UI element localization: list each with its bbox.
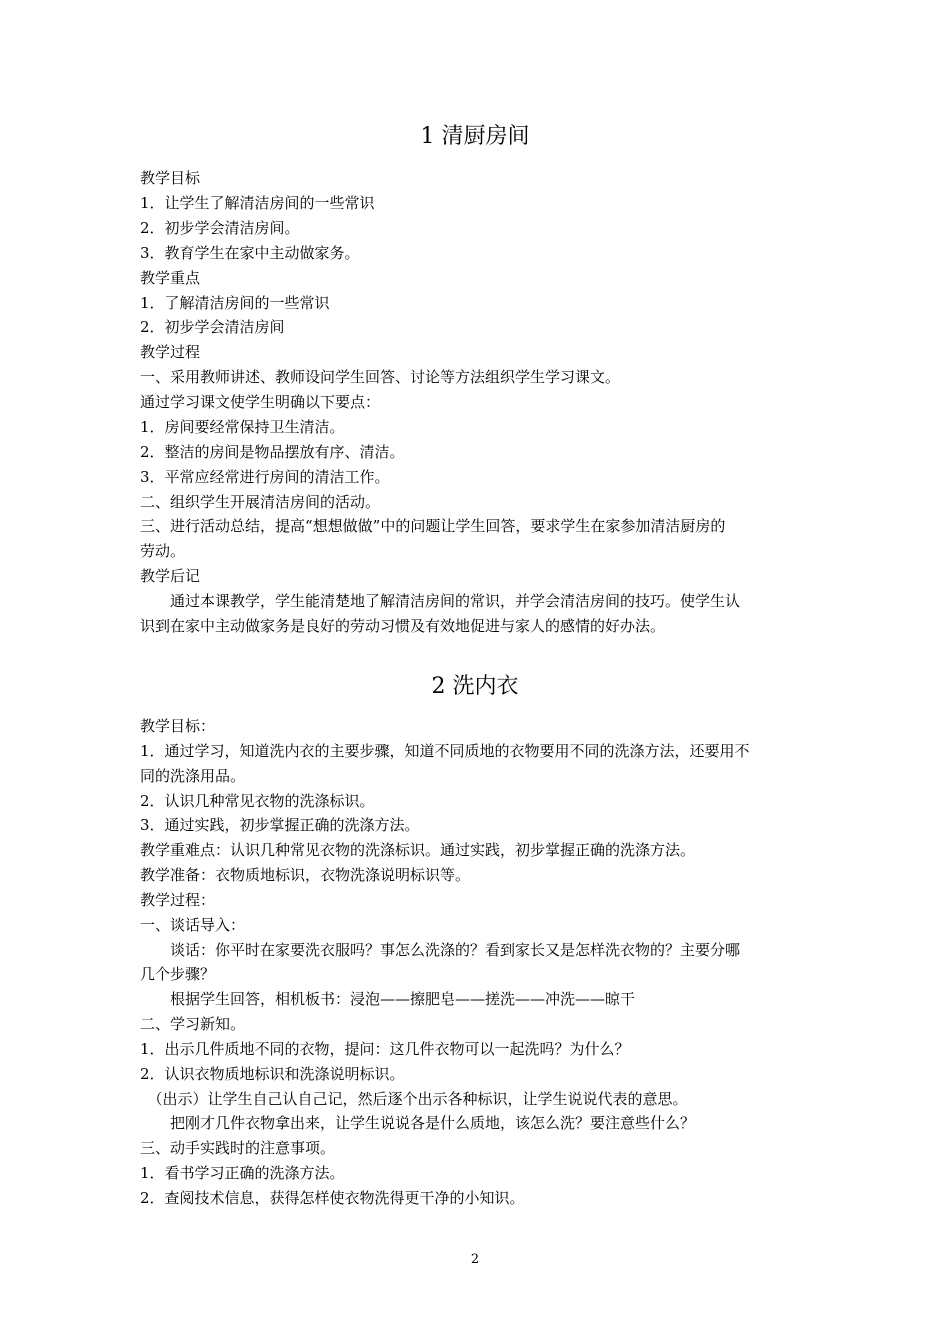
page-number: 2 xyxy=(470,1252,480,1267)
lesson-2-line: 根据学生回答，相机板书：浸泡——擦肥皂——搓洗——冲洗——晾干 xyxy=(140,990,636,1008)
lesson-1-title: 1 清厨房间 xyxy=(420,124,530,149)
lesson-1-line: 3．教育学生在家中主动做家务。 xyxy=(140,244,360,262)
lesson-2-line: 教学过程： xyxy=(140,891,216,909)
lesson-2-line: 教学准备：衣物质地标识，衣物洗涤说明标识等。 xyxy=(140,866,471,884)
lesson-1-line: 三、进行活动总结，提高“想想做做”中的问题让学生回答，要求学生在家参加清洁厨房的 xyxy=(140,517,726,535)
lesson-2-line: 几个步骤？ xyxy=(140,965,216,983)
lesson-1-line: 教学重点 xyxy=(140,269,201,287)
lesson-2-title: 2 洗内衣 xyxy=(431,674,519,699)
lesson-2-line: 1．出示几件质地不同的衣物，提问：这几件衣物可以一起洗吗？为什么？ xyxy=(140,1040,630,1058)
lesson-2-line: 2．认识几种常见衣物的洗涤标识。 xyxy=(140,792,375,810)
lesson-2-line: 把刚才几件衣物拿出来，让学生说说各是什么质地，该怎么洗？要注意些什么？ xyxy=(140,1114,696,1132)
lesson-1-line: 通过本课教学，学生能清楚地了解清洁房间的常识，并学会清洁房间的技巧。使学生认 xyxy=(140,592,741,610)
lesson-1-line: 一、采用教师讲述、教师设问学生回答、讨论等方法组织学生学习课文。 xyxy=(140,368,621,386)
lesson-2-line: 1．通过学习，知道洗内衣的主要步骤，知道不同质地的衣物要用不同的洗涤方法，还要用不 xyxy=(140,742,750,760)
lesson-1-line: 教学过程 xyxy=(140,343,201,361)
lesson-1-line: 二、组织学生开展清洁房间的活动。 xyxy=(140,493,381,511)
lesson-1-line: 教学后记 xyxy=(140,567,201,585)
lesson-1-line: 2．初步学会清洁房间 xyxy=(140,318,285,336)
lesson-1-line: 教学目标 xyxy=(140,169,201,187)
lesson-2-line: 3．通过实践，初步掌握正确的洗涤方法。 xyxy=(140,816,420,834)
lesson-1-line: 劳动。 xyxy=(140,542,186,560)
lesson-1-line: 识到在家中主动做家务是良好的劳动习惯及有效地促进与家人的感情的好办法。 xyxy=(140,617,666,635)
lesson-2-line: 同的洗涤用品。 xyxy=(140,767,246,785)
lesson-1-line: 1．房间要经常保持卫生清洁。 xyxy=(140,418,345,436)
lesson-1-line: 通过学习课文使学生明确以下要点： xyxy=(140,393,381,411)
lesson-2-line: 1．看书学习正确的洗涤方法。 xyxy=(140,1164,345,1182)
lesson-1-line: 1．了解清洁房间的一些常识 xyxy=(140,294,330,312)
lesson-2-line: 2．认识衣物质地标识和洗涤说明标识。 xyxy=(140,1065,405,1083)
lesson-2-line: 2．查阅技术信息，获得怎样使衣物洗得更干净的小知识。 xyxy=(140,1189,525,1207)
lesson-2-line: 一、谈话导入： xyxy=(140,916,246,934)
lesson-1-line: 2．整洁的房间是物品摆放有序、清洁。 xyxy=(140,443,405,461)
lesson-2-line: 谈话：你平时在家要洗衣服吗？事怎么洗涤的？看到家长又是怎样洗衣物的？主要分哪 xyxy=(140,941,741,959)
lesson-2-line: 教学目标： xyxy=(140,717,216,735)
lesson-2-line: 教学重难点：认识几种常见衣物的洗涤标识。通过实践，初步掌握正确的洗涤方法。 xyxy=(140,841,696,859)
lesson-2-line: 二、学习新知。 xyxy=(140,1015,246,1033)
lesson-1-line: 1．让学生了解清洁房间的一些常识 xyxy=(140,194,375,212)
lesson-2-line: 三、动手实践时的注意事项。 xyxy=(140,1139,336,1157)
lesson-1-line: 3．平常应经常进行房间的清洁工作。 xyxy=(140,468,390,486)
lesson-1-line: 2．初步学会清洁房间。 xyxy=(140,219,300,237)
lesson-2-line: （出示）让学生自己认自己记，然后逐个出示各种标识，让学生说说代表的意思。 xyxy=(140,1090,688,1108)
